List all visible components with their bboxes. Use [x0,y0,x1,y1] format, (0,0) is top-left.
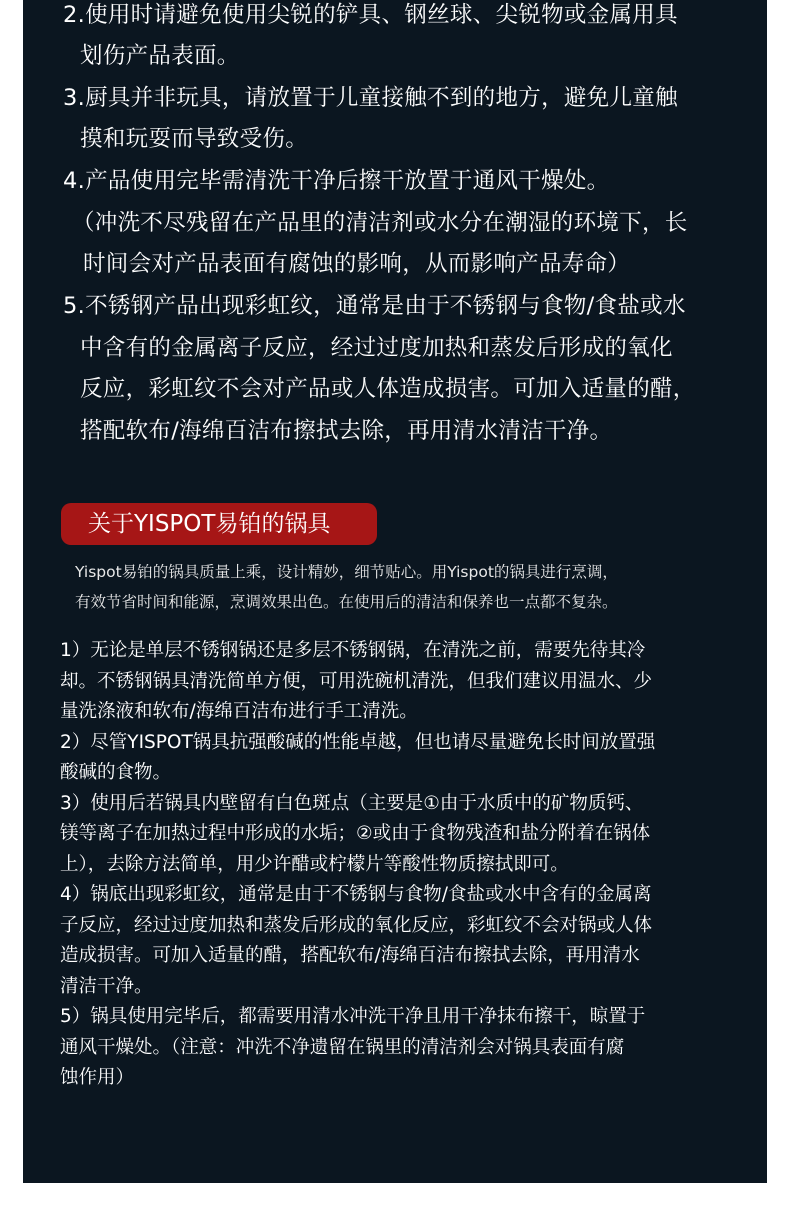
list-line: 却。不锈钢锅具清洗简单方便，可用洗碗机清洗，但我们建议用温水、少 [60,670,653,692]
care-line: 摸和玩耍而导致受伤。 [80,126,309,152]
care-line: 3.厨具并非玩具，请放置于儿童接触不到的地方，避免儿童触 [63,85,678,111]
list-line: 2）尽管YISPOT锅具抗强酸碱的性能卓越，但也请尽量避免长时间放置强 [60,731,656,753]
list-line: 量洗涤液和软布/海绵百洁布进行手工清洗。 [60,701,418,722]
care-line: 5.不锈钢产品出现彩虹纹，通常是由于不锈钢与食物/食盐或水 [63,293,686,319]
intro-line: Yispot易铂的锅具质量上乘，设计精妙，细节贴心。用Yispot的锅具进行烹调， [75,563,618,581]
intro-line: 有效节省时间和能源，烹调效果出色。在使用后的清洁和保养也一点都不复杂。 [75,593,618,611]
care-line: 2.使用时请避免使用尖锐的铲具、钢丝球、尖锐物或金属用具 [63,2,678,28]
cleaning-tips-list [60,636,655,1094]
care-line: 搭配软布/海绵百洁布擦拭去除，再用清水清洁干净。 [80,418,613,444]
list-line: 镁等离子在加热过程中形成的水垢；②或由于食物残渣和盐分附着在锅体 [60,823,651,844]
care-line: （冲洗不尽残留在产品里的清洁剂或水分在潮湿的环境下，长 [72,210,688,236]
list-line: 蚀作用） [60,1067,135,1088]
list-line: 子反应，经过过度加热和蒸发后形成的氧化反应，彩虹纹不会对锅或人体 [60,914,653,936]
care-line: 反应，彩虹纹不会对产品或人体造成损害。可加入适量的醋， [80,376,696,402]
list-line: 上），去除方法简单，用少许醋或柠檬片等酸性物质擦拭即可。 [60,853,569,875]
content-panel [23,0,767,1183]
list-line: 5）锅具使用完毕后，都需要用清水冲洗干净且用干净抹布擦干，晾置于 [60,1006,646,1027]
list-line: 1）无论是单层不锈钢锅还是多层不锈钢锅，在清洗之前，需要先待其冷 [60,640,646,661]
section-title-badge: 关于YISPOT易铂的锅具 [61,503,377,545]
care-line: 划伤产品表面。 [80,43,240,69]
care-line: 时间会对产品表面有腐蚀的影响，从而影响产品寿命） [83,251,631,277]
care-line: 中含有的金属离子反应，经过过度加热和蒸发后形成的氧化 [80,335,673,361]
list-line: 清洁干净。 [60,975,153,997]
list-line: 造成损害。可加入适量的醋，搭配软布/海绵百洁布擦拭去除，再用清水 [60,945,640,966]
section-intro [75,557,618,617]
list-line: 通风干燥处。（注意：冲洗不净遗留在锅里的清洁剂会对锅具表面有腐 [60,1036,625,1058]
list-line: 4）锅底出现彩虹纹，通常是由于不锈钢与食物/食盐或水中含有的金属离 [60,884,652,905]
list-line: 酸碱的食物。 [60,762,172,783]
list-line: 3）使用后若锅具内壁留有白色斑点（主要是①由于水质中的矿物质钙、 [60,792,644,814]
care-line: 4.产品使用完毕需清洗干净后擦干放置于通风干燥处。 [63,168,610,194]
